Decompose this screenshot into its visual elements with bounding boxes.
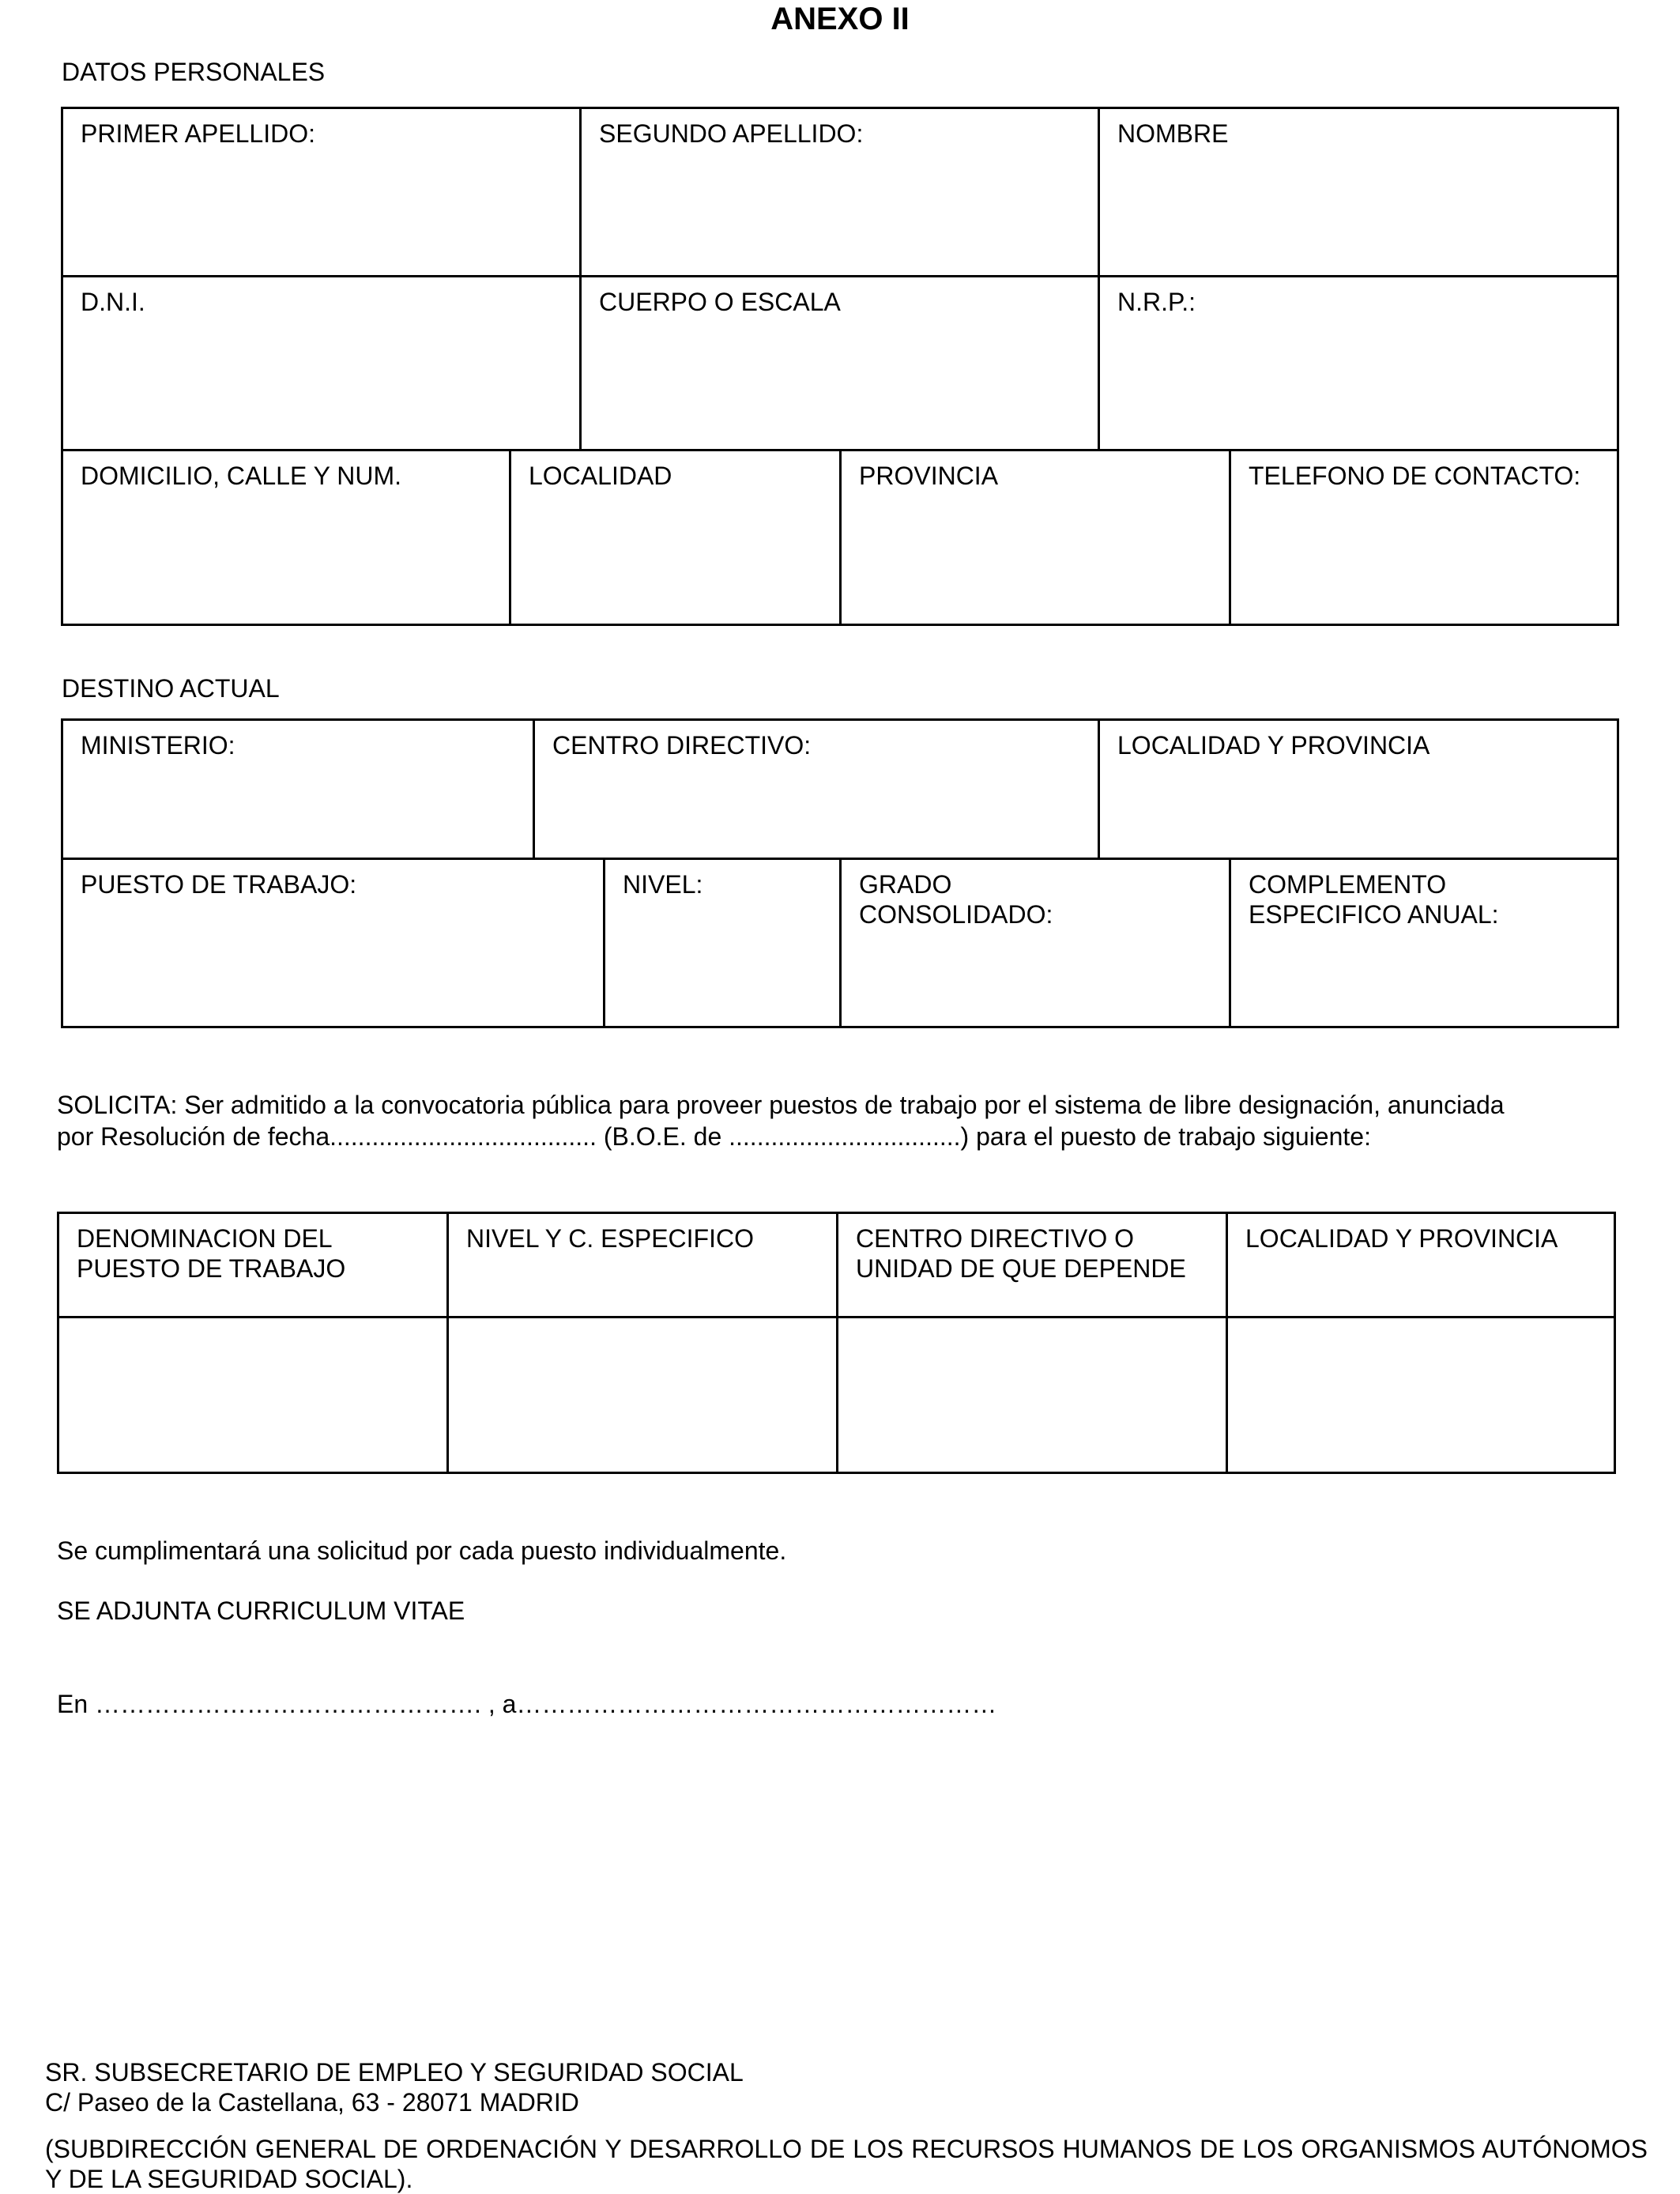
field-domicilio[interactable]: [61, 449, 511, 626]
field-primer-apellido[interactable]: [61, 107, 582, 277]
field-label: LOCALIDAD Y PROVINCIA: [1117, 731, 1430, 760]
field-label: TELEFONO DE CONTACTO:: [1249, 462, 1581, 490]
footer-subdireccion: (SUBDIRECCIÓN GENERAL DE ORDENACIÓN Y DESARROLLO DE LOS RECURSOS HUMANOS DE LOS ORGANISMOS AUTÓNOMOS Y DE LA SEGURIDAD SOCIAL).: [45, 2135, 1648, 2193]
section-label-destino-actual: DESTINO ACTUAL: [62, 674, 280, 703]
field-label: COMPLEMENTO ESPECIFICO ANUAL:: [1249, 870, 1499, 929]
field-label: NIVEL:: [623, 870, 703, 899]
field-segundo-apellido[interactable]: [579, 107, 1100, 277]
table-header-nivel: [446, 1212, 838, 1318]
field-label: D.N.I.: [81, 288, 145, 316]
field-localidad-provincia[interactable]: [1098, 718, 1619, 860]
note-cumplimentar: Se cumplimentará una solicitud por cada puesto individualmente.: [57, 1536, 787, 1565]
field-label: SEGUNDO APELLIDO:: [599, 119, 864, 148]
field-label: PUESTO DE TRABAJO:: [81, 870, 357, 899]
table-cell-denominacion[interactable]: [57, 1316, 449, 1474]
field-grado-consolidado[interactable]: [839, 858, 1231, 1028]
table-header-centro: [836, 1212, 1228, 1318]
solicita-line-2: por Resolución de fecha...................................... (B.O.E. de .................................) para el puesto de trabajo siguiente:: [57, 1122, 1371, 1151]
table-header-denominacion: [57, 1212, 449, 1318]
table-cell-nivel[interactable]: [446, 1316, 838, 1474]
field-label: NOMBRE: [1117, 119, 1229, 148]
table-header-localidad: [1226, 1212, 1616, 1318]
field-nivel[interactable]: [603, 858, 842, 1028]
table-header-label: CENTRO DIRECTIVO O UNIDAD DE QUE DEPENDE: [856, 1224, 1186, 1283]
field-centro-directivo[interactable]: [533, 718, 1100, 860]
field-nrp[interactable]: [1098, 275, 1619, 451]
footer-address: C/ Paseo de la Castellana, 63 - 28071 MADRID: [45, 2088, 579, 2117]
note-adjunta-cv: SE ADJUNTA CURRICULUM VITAE: [57, 1596, 465, 1625]
section-label-datos-personales: DATOS PERSONALES: [62, 58, 326, 86]
field-ministerio[interactable]: [61, 718, 535, 860]
page-title: ANEXO II: [770, 2, 910, 36]
field-provincia[interactable]: [839, 449, 1231, 626]
field-label: CUERPO O ESCALA: [599, 288, 841, 316]
field-nombre[interactable]: [1098, 107, 1619, 277]
field-label: DOMICILIO, CALLE Y NUM.: [81, 462, 402, 490]
field-telefono[interactable]: [1229, 449, 1619, 626]
field-localidad[interactable]: [509, 449, 842, 626]
table-cell-localidad[interactable]: [1226, 1316, 1616, 1474]
field-label: N.R.P.:: [1117, 288, 1196, 316]
field-cuerpo-escala[interactable]: [579, 275, 1100, 451]
table-header-label: DENOMINACION DEL PUESTO DE TRABAJO: [77, 1224, 346, 1283]
field-dni[interactable]: [61, 275, 582, 451]
field-label: LOCALIDAD: [529, 462, 672, 490]
field-label: PRIMER APELLIDO:: [81, 119, 315, 148]
solicita-line-1: SOLICITA: Ser admitido a la convocatoria pública para proveer puestos de trabajo por el sistema de libre designación, anunciada: [57, 1091, 1505, 1119]
field-label: MINISTERIO:: [81, 731, 235, 760]
table-header-label: LOCALIDAD Y PROVINCIA: [1245, 1224, 1558, 1253]
table-cell-centro[interactable]: [836, 1316, 1228, 1474]
field-label: CENTRO DIRECTIVO:: [552, 731, 812, 760]
field-complemento-especifico[interactable]: [1229, 858, 1619, 1028]
footer-addressee: SR. SUBSECRETARIO DE EMPLEO Y SEGURIDAD SOCIAL: [45, 2058, 744, 2087]
place-date-line[interactable]: En ………………………………………. , a…………………………………………………: [57, 1690, 997, 1718]
field-label: GRADO CONSOLIDADO:: [859, 870, 1053, 929]
field-puesto-trabajo[interactable]: [61, 858, 605, 1028]
field-label: PROVINCIA: [859, 462, 999, 490]
table-header-label: NIVEL Y C. ESPECIFICO: [466, 1224, 754, 1253]
